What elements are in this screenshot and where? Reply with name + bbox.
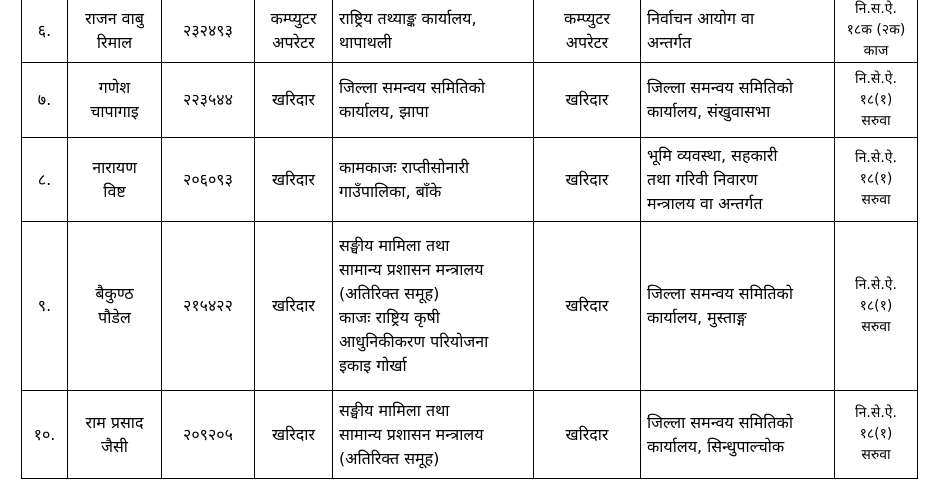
rule-cell: नि.से.ऐ. १८(१) सरुवा [835,222,918,391]
new-post-cell: खरिदार [534,222,641,391]
destination-office-cell: जिल्ला समन्वय समितिको कार्यालय, मुस्ताङ्ग [641,222,835,391]
symbol-number-cell: २०९२०५ [162,391,255,479]
new-post-cell: खरिदार [534,63,641,138]
rule-cell: नि.से.ऐ. १८(१) सरुवा [835,63,918,138]
symbol-number-cell: २०६०९३ [162,138,255,222]
post-cell: खरिदार [255,222,333,391]
table-row [22,222,918,391]
post-cell: खरिदार [255,391,333,479]
current-office-cell: सङ्घीय मामिला तथा सामान्य प्रशासन मन्त्रालय (अतिरिक्त समूह) काजः राष्ट्रिय कृषी आधुनिकीकरण परियोजना इकाइ गोर्खा [333,222,534,391]
post-cell: खरिदार [255,138,333,222]
name-cell: गणेश चापागाइ [68,63,162,138]
rule-cell: नि.स.ऐ. १८क (२क) काज [835,0,918,63]
serial-cell: १०. [22,391,68,479]
symbol-number-cell: २१५४२२ [162,222,255,391]
serial-cell: ६. [22,0,68,63]
name-cell: बैकुण्ठ पौडेल [68,222,162,391]
rule-cell: नि.से.ऐ. १८(१) सरुवा [835,138,918,222]
destination-office-cell: जिल्ला समन्वय समितिको कार्यालय, सिन्धुपाल्चोक [641,391,835,479]
current-office-cell: सङ्घीय मामिला तथा सामान्य प्रशासन मन्त्रालय (अतिरिक्त समूह) [333,391,534,479]
current-office-cell: जिल्ला समन्वय समितिको कार्यालय, झापा [333,63,534,138]
serial-cell: ८. [22,138,68,222]
serial-cell: ९. [22,222,68,391]
name-cell: राजन वाबु रिमाल [68,0,162,63]
destination-office-cell: जिल्ला समन्वय समितिको कार्यालय, संखुवासभा [641,63,835,138]
destination-office-cell: भूमि व्यवस्था, सहकारी तथा गरिवी निवारण मन्त्रालय वा अन्तर्गत [641,138,835,222]
serial-cell: ७. [22,63,68,138]
symbol-number-cell: २३२४९३ [162,0,255,63]
current-office-cell: राष्ट्रिय तथ्याङ्क कार्यालय, थापाथली [333,0,534,63]
transfer-table [21,0,918,479]
new-post-cell: कम्प्युटर अपरेटर [534,0,641,63]
destination-office-cell: निर्वाचन आयोग वा अन्तर्गत [641,0,835,63]
post-cell: खरिदार [255,63,333,138]
table-row [22,391,918,479]
current-office-cell: कामकाजः राप्तीसोनारी गाउँपालिका, बाँके [333,138,534,222]
post-cell: कम्प्युटर अपरेटर [255,0,333,63]
new-post-cell: खरिदार [534,391,641,479]
table-row [22,0,918,63]
name-cell: राम प्रसाद जैसी [68,391,162,479]
table-row [22,138,918,222]
name-cell: नारायण विष्ट [68,138,162,222]
rule-cell: नि.से.ऐ. १८(१) सरुवा [835,391,918,479]
table-row [22,63,918,138]
symbol-number-cell: २२३५४४ [162,63,255,138]
new-post-cell: खरिदार [534,138,641,222]
